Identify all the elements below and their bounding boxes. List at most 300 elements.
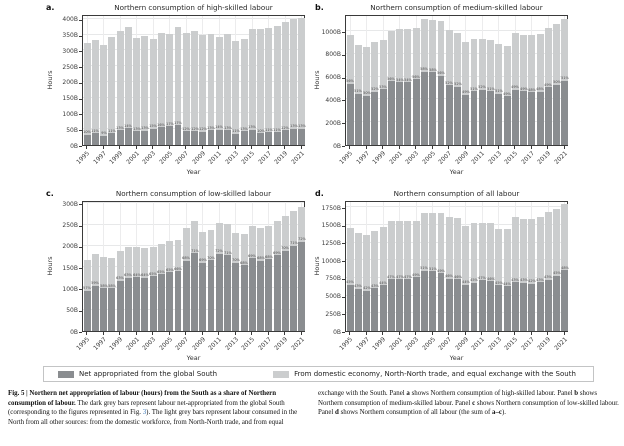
xtick-label: 2005 (157, 336, 174, 352)
bar-net-segment (446, 279, 453, 331)
xtick-label: 2013 (486, 150, 503, 166)
xtick-label: 2007 (174, 336, 191, 352)
bar-net-segment (446, 85, 453, 145)
bar-year-2014 (503, 16, 511, 145)
x-tickmark (103, 332, 104, 335)
net-share-label: 54% (395, 77, 404, 82)
net-share-label: 13% (141, 126, 149, 131)
bar-net-segment (504, 96, 511, 145)
bar-net-segment (274, 255, 281, 331)
bar-net-segment (487, 281, 494, 331)
net-share-label: 70% (281, 246, 290, 251)
net-share-label: 69% (273, 250, 281, 255)
y-tickmark (79, 130, 82, 131)
bar-net-segment (454, 279, 461, 331)
y-tickmark (342, 279, 345, 280)
panel-b-xlabel: Year (449, 168, 464, 176)
bar-year-2005 (429, 202, 437, 331)
xtick-label: 2017 (257, 336, 273, 352)
bar-net-segment (274, 132, 281, 145)
xtick-label: 2007 (437, 336, 454, 352)
xtick-label: 2009 (190, 150, 207, 166)
net-share-label: 13% (298, 124, 306, 129)
bar-year-1995 (346, 202, 354, 331)
bar-net-segment (141, 131, 148, 145)
panel-c-title: Northern consumption of low-skilled labour (115, 189, 272, 198)
xtick-label: 2013 (223, 150, 240, 166)
bar-year-2003 (412, 16, 420, 145)
ytick-label: 200B (62, 243, 78, 251)
y-tickmark (79, 20, 82, 21)
bar-net-segment (191, 253, 198, 331)
xtick-label: 1997 (91, 150, 108, 166)
bar-net-segment (224, 130, 231, 145)
bar-year-2001 (133, 202, 141, 331)
panel-a-plot-area (82, 15, 305, 146)
xtick-label: 2021 (553, 336, 569, 352)
net-share-label: 12% (182, 126, 191, 131)
x-tickmark (531, 146, 532, 149)
x-tickmark (185, 146, 186, 149)
bar-year-2007 (445, 202, 453, 331)
bar-net-segment (92, 133, 99, 145)
net-share-label: 46% (453, 274, 462, 279)
bar-year-2009 (462, 16, 470, 145)
fig3-link[interactable]: 3 (142, 409, 147, 417)
bar-net-segment (117, 281, 124, 331)
net-share-label: 46% (486, 276, 495, 281)
net-share-label: 13% (116, 125, 125, 130)
net-share-label: 13% (223, 125, 232, 130)
xtick-label: 2017 (520, 150, 536, 166)
bar-net-segment (512, 90, 519, 145)
bar-year-2006 (437, 16, 445, 145)
bar-year-2008 (190, 202, 198, 331)
panel-d-title: Northern consumption of all labour (393, 189, 520, 198)
x-tickmark (301, 146, 302, 149)
x-tickmark (415, 332, 416, 335)
bar-year-2004 (157, 202, 165, 331)
bar-net-segment (404, 279, 411, 331)
bar-net-segment (371, 92, 378, 145)
bar-other-segment (257, 29, 264, 145)
net-share-label: 58% (420, 67, 429, 72)
bar-net-segment (413, 79, 420, 145)
bar-net-segment (133, 131, 140, 145)
x-tickmark (284, 332, 285, 335)
net-share-label: 47% (395, 274, 404, 279)
bar-year-2016 (256, 202, 264, 331)
x-tickmark (169, 332, 170, 335)
caption-text-segment: ). (501, 409, 506, 417)
x-tickmark (465, 332, 466, 335)
bar-net-segment (561, 81, 568, 145)
bar-net-segment (404, 82, 411, 145)
bar-year-2018 (273, 202, 281, 331)
net-share-label: 49% (511, 85, 520, 90)
net-share-label: 71% (190, 248, 199, 253)
x-tickmark (218, 146, 219, 149)
bar-year-2017 (528, 16, 536, 145)
bar-net-segment (504, 286, 511, 331)
bar-year-1997 (100, 16, 108, 145)
net-share-label: 57% (83, 286, 92, 291)
bar-net-segment (249, 258, 256, 331)
ytick-label: 250B (62, 63, 78, 71)
net-share-label: 56% (437, 70, 445, 76)
bar-year-2012 (223, 202, 231, 331)
bar-net-segment (438, 76, 445, 145)
bar-net-segment (133, 277, 140, 331)
xtick-label: 2003 (141, 150, 158, 166)
bar-net-segment (537, 282, 544, 331)
net-share-label: 43% (511, 277, 520, 282)
bar-year-2016 (256, 16, 264, 145)
caption-text-segment: exchange with the South. Panel (318, 390, 407, 397)
bar-year-2016 (519, 16, 527, 145)
x-tickmark (465, 146, 466, 149)
bar-year-2002 (404, 16, 412, 145)
bar-net-segment (100, 136, 107, 145)
x-tickmark (86, 146, 87, 149)
bar-net-segment (108, 288, 115, 331)
panel-a-letter: a. (46, 3, 55, 12)
bar-year-1996 (91, 202, 99, 331)
bar-net-segment (545, 280, 552, 331)
xtick-label: 2021 (290, 150, 306, 166)
net-share-label: 58% (428, 67, 437, 72)
bar-net-segment (512, 282, 519, 331)
bar-net-segment (528, 92, 535, 145)
net-share-label: 12% (190, 126, 199, 131)
x-tickmark (268, 146, 269, 149)
net-share-label: 13% (289, 124, 298, 129)
bar-net-segment (479, 90, 486, 145)
bar-net-segment (545, 87, 552, 145)
bar-net-segment (158, 274, 165, 331)
bar-net-segment (232, 263, 239, 331)
bar-year-2019 (281, 16, 289, 145)
net-share-label: 9% (100, 131, 107, 136)
bar-net-segment (199, 132, 206, 145)
net-share-label: 56% (346, 78, 355, 83)
caption-text-segment: a (406, 390, 410, 397)
x-tickmark (235, 146, 236, 149)
ytick-label: 200B (325, 119, 341, 127)
ytick-label: 150B (62, 95, 78, 103)
net-share-label: 49% (519, 86, 528, 91)
bar-year-1995 (346, 16, 354, 145)
ytick-label: 400B (325, 96, 341, 104)
x-tickmark (366, 146, 367, 149)
x-tickmark (284, 146, 285, 149)
bar-net-segment (183, 131, 190, 145)
net-share-label: 46% (445, 274, 454, 279)
bar-net-segment (471, 91, 478, 145)
caption-text-segment: c (472, 399, 476, 407)
bar-year-1996 (354, 202, 362, 331)
bar-year-2006 (437, 202, 445, 331)
x-tickmark (136, 146, 137, 149)
bar-net-segment (249, 130, 256, 145)
x-tickmark (152, 146, 153, 149)
net-share-label: 43% (536, 277, 544, 282)
bar-year-2000 (387, 202, 395, 331)
panel-c-xlabel: Year (186, 354, 201, 362)
x-tickmark (531, 332, 532, 335)
bar-year-1997 (363, 202, 371, 331)
net-share-label: 13% (132, 126, 141, 131)
y-tickmark (342, 146, 345, 147)
y-tickmark (342, 314, 345, 315)
y-tickmark (79, 99, 82, 100)
bar-net-segment (166, 126, 173, 145)
x-tickmark (564, 332, 565, 335)
bar-net-segment (347, 285, 354, 331)
panel-b-letter: b. (315, 3, 324, 12)
x-tickmark (103, 146, 104, 149)
bar-year-2011 (215, 16, 223, 145)
bar-net-segment (265, 259, 272, 331)
bar-net-segment (388, 81, 395, 145)
caption-text-segment: shows Northern consumption of high-skilled labour. Panel (409, 390, 575, 397)
y-tickmark (79, 83, 82, 84)
xtick-label: 1999 (108, 336, 125, 352)
net-share-label: 49% (437, 268, 445, 273)
net-share-label: 48% (561, 265, 569, 270)
xtick-label: 2005 (157, 150, 174, 166)
caption-text-segment: d (335, 409, 339, 417)
ytick-label: 50B (66, 307, 78, 315)
bar-year-2003 (149, 202, 157, 331)
xtick-label: 2013 (223, 336, 240, 352)
panel-d-xlabel: Year (449, 354, 464, 362)
bar-net-segment (257, 133, 264, 145)
bar-year-2004 (157, 16, 165, 145)
bar-year-2021 (561, 202, 569, 331)
bar-year-2015 (248, 202, 256, 331)
bar-other-segment (100, 45, 107, 145)
ytick-label: 300B (62, 47, 78, 55)
ytick-label: 0B (333, 328, 341, 336)
bar-net-segment (232, 134, 239, 145)
bar-net-segment (84, 291, 91, 331)
net-share-label: 45% (346, 280, 355, 285)
ytick-label: 300B (62, 200, 78, 208)
y-tickmark (342, 78, 345, 79)
xtick-label: 2017 (520, 336, 536, 352)
net-share-label: 65% (157, 269, 166, 274)
bar-year-1996 (91, 16, 99, 145)
legend-item-net (58, 370, 217, 378)
x-tickmark (448, 332, 449, 335)
ytick-label: 50B (66, 126, 78, 134)
ytick-label: 150B (62, 264, 78, 272)
net-share-label: 11% (264, 127, 273, 132)
xtick-label: 2007 (174, 150, 191, 166)
ytick-label: 1250B (321, 239, 341, 247)
bar-year-2012 (223, 16, 231, 145)
ytick-label: 0B (333, 142, 341, 150)
x-tickmark (399, 146, 400, 149)
xtick-label: 2001 (387, 336, 404, 352)
bar-net-segment (84, 135, 91, 145)
ytick-label: 1500B (321, 222, 341, 230)
bar-net-segment (537, 92, 544, 145)
bar-year-2011 (478, 202, 486, 331)
y-tickmark (79, 36, 82, 37)
net-share-label: 49% (461, 90, 470, 95)
x-tickmark (202, 146, 203, 149)
y-tickmark (79, 332, 82, 333)
bar-year-1996 (354, 16, 362, 145)
bar-year-2018 (536, 202, 544, 331)
net-share-label: 63% (124, 273, 133, 278)
xtick-label: 2011 (470, 150, 487, 166)
net-share-label: 54% (404, 77, 412, 82)
x-tickmark (152, 332, 153, 335)
bar-year-2006 (174, 16, 182, 145)
bar-year-2010 (207, 202, 215, 331)
panel-a-xlabel: Year (186, 168, 201, 176)
net-share-label: 51% (561, 75, 569, 81)
bar-net-segment (371, 288, 378, 331)
net-share-label: 70% (231, 257, 240, 263)
ytick-label: 400B (62, 16, 78, 24)
bar-net-segment (298, 129, 305, 145)
xtick-label: 1999 (371, 150, 388, 166)
net-share-label: 72% (215, 249, 224, 254)
bar-year-2009 (199, 202, 207, 331)
net-share-label: 10% (256, 128, 265, 133)
bar-year-2018 (536, 16, 544, 145)
xtick-label: 2001 (124, 336, 141, 352)
net-share-label: 65% (165, 267, 174, 272)
xtick-label: 2021 (553, 150, 569, 166)
ytick-label: 1000B (321, 28, 341, 36)
bar-year-2020 (289, 202, 297, 331)
bar-net-segment (298, 242, 305, 331)
bar-net-segment (462, 95, 469, 145)
net-share-label: 71% (289, 241, 298, 246)
bar-year-2021 (298, 16, 306, 145)
net-share-label: 49% (412, 272, 421, 277)
net-share-label: 58% (108, 283, 116, 288)
bar-net-segment (265, 132, 272, 145)
bar-year-1995 (83, 202, 91, 331)
domestic-economy-swatch (273, 371, 289, 378)
bar-year-2021 (298, 202, 306, 331)
net-share-label: 64% (141, 273, 149, 278)
y-tickmark (79, 247, 82, 248)
bar-net-segment (495, 285, 502, 331)
net-share-label: 68% (182, 256, 191, 261)
caption-text-segment: Fig. 5 | Northern net appropriation of labour (hours) from the South as a share of Northern consumption of labour. (8, 390, 277, 407)
xtick-label: 1999 (108, 150, 125, 166)
net-share-label: 43% (371, 283, 379, 288)
xtick-label: 2015 (503, 336, 520, 352)
bar-net-segment (216, 130, 223, 145)
xtick-label: 2003 (404, 336, 421, 352)
net-share-label: 48% (536, 87, 544, 92)
ytick-label: 1750B (321, 204, 341, 212)
x-tickmark (547, 332, 548, 335)
bar-year-1998 (371, 16, 379, 145)
panel-b-ylabel: Hours (313, 69, 321, 90)
bar-net-segment (471, 283, 478, 331)
xtick-label: 2019 (273, 150, 290, 166)
caption-text-segment: shows Northern consumption of low-skilled labour. Panel (318, 399, 619, 417)
x-tickmark (399, 332, 400, 335)
net-share-label: 69% (198, 258, 207, 263)
x-tickmark (218, 332, 219, 335)
net-share-label: 52% (445, 80, 454, 85)
net-share-label: 68% (264, 254, 273, 259)
y-tickmark (79, 146, 82, 147)
panel-a-ylabel: Hours (46, 69, 54, 90)
legend (43, 366, 594, 382)
bar-net-segment (183, 261, 190, 331)
xtick-label: 2003 (404, 150, 421, 166)
net-share-label: 53% (379, 84, 388, 89)
panel-a-title: Northern consumption of high-skilled labour (114, 3, 273, 12)
y-tickmark (342, 226, 345, 227)
x-tickmark (382, 146, 383, 149)
net-share-label: 68% (240, 260, 248, 265)
net-share-label: 70% (207, 255, 215, 260)
x-tickmark (202, 332, 203, 335)
bar-year-2002 (404, 202, 412, 331)
x-tickmark (498, 146, 499, 149)
net-share-label: 47% (387, 274, 396, 279)
y-tickmark (342, 332, 345, 333)
bar-net-segment (520, 91, 527, 145)
xtick-label: 1995 (75, 336, 92, 352)
net-share-label: 11% (231, 129, 240, 134)
bar-net-segment (199, 263, 206, 331)
bar-net-segment (479, 280, 486, 331)
y-tickmark (79, 289, 82, 290)
x-tickmark (366, 332, 367, 335)
xtick-label: 1997 (91, 336, 108, 352)
xtick-label: 1999 (371, 336, 388, 352)
net-share-label: 51% (354, 89, 363, 94)
net-share-label: 51% (494, 89, 503, 94)
net-share-label: 45% (552, 271, 561, 276)
bar-year-2008 (453, 16, 461, 145)
xtick-label: 2001 (124, 150, 141, 166)
bar-year-2000 (124, 202, 132, 331)
x-tickmark (301, 332, 302, 335)
net-share-label: 66% (174, 266, 182, 271)
legend-label-other: From domestic economy, North-North trade, and equal exchange with the South (294, 370, 576, 378)
x-tickmark (448, 146, 449, 149)
xtick-label: 1995 (338, 336, 355, 352)
xtick-label: 2009 (453, 336, 470, 352)
x-tickmark (251, 146, 252, 149)
bar-year-2005 (166, 16, 174, 145)
net-share-label: 42% (362, 286, 371, 291)
net-share-label: 12% (281, 125, 290, 130)
ytick-label: 500B (325, 293, 341, 301)
net-share-label: 72% (298, 237, 306, 242)
net-share-label: 71% (223, 250, 232, 255)
xtick-label: 2011 (207, 336, 224, 352)
net-share-label: 44% (461, 280, 470, 285)
xtick-label: 2017 (257, 150, 273, 166)
bar-net-segment (158, 127, 165, 145)
xtick-label: 2011 (470, 336, 487, 352)
